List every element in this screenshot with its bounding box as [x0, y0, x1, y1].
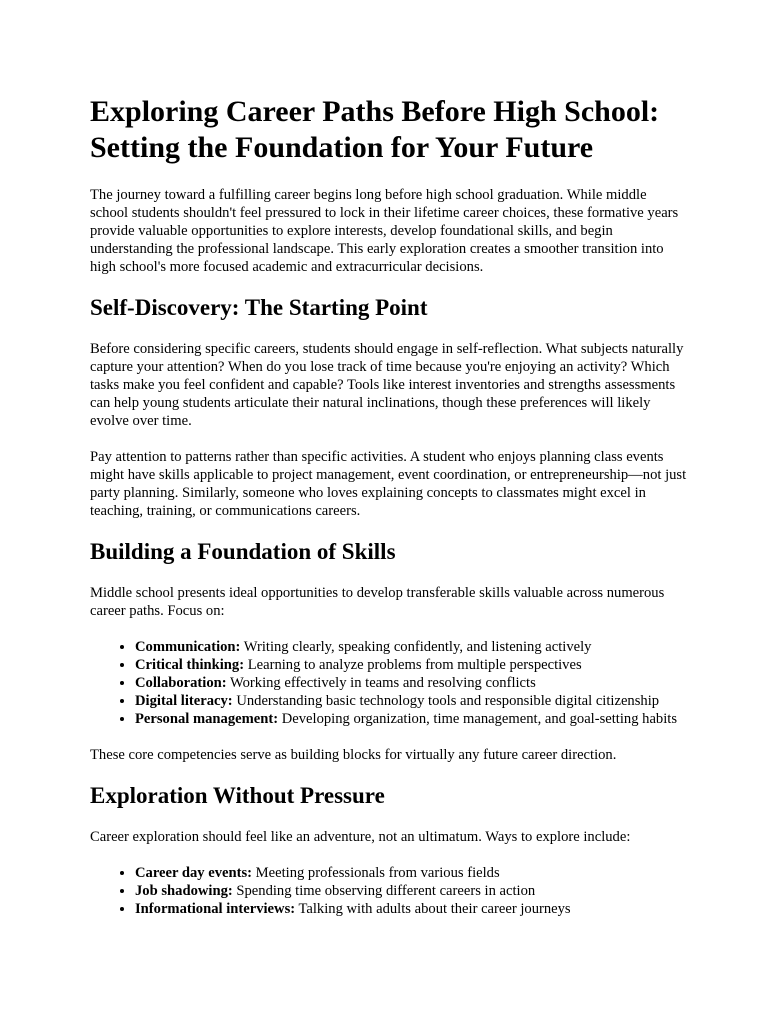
- list-item-term: Collaboration:: [135, 675, 227, 691]
- list-item-term: Digital literacy:: [135, 693, 233, 709]
- list-item: [135, 864, 688, 882]
- list-item: [135, 638, 688, 656]
- self-discovery-paragraph-1: Before considering specific careers, students should engage in self-reflection. What subjects naturally capture your attention? When do you lose track of time because you're enjoying an activity? Which tasks make you feel confident and capable? Tools like interest inventories and strengths assessments can help young students articulate their natural inclinations, though these preferences will likely evolve over time.: [90, 341, 684, 429]
- exploration-list: [90, 864, 688, 918]
- list-item: [135, 710, 688, 728]
- list-item-text: Developing organization, time management, and goal-setting habits: [278, 711, 678, 727]
- list-item-text: Working effectively in teams and resolving conflicts: [226, 675, 536, 691]
- list-item: [135, 674, 688, 692]
- list-item-text: Talking with adults about their career journeys: [295, 901, 571, 917]
- skills-outro-paragraph: These core competencies serve as building blocks for virtually any future career direction.: [90, 747, 617, 763]
- list-item-term: Critical thinking:: [135, 657, 245, 673]
- intro-paragraph: The journey toward a fulfilling career begins long before high school graduation. While middle school students shouldn't feel pressured to lock in their lifetime career choices, these formative years provide valuable opportunities to explore interests, develop foundational skills, and begin understanding the professional landscape. This early exploration creates a smoother transition into high school's more focused academic and extracurricular decisions.: [90, 187, 679, 275]
- section-heading-exploration: Exploration Without Pressure: [90, 783, 385, 808]
- skills-list: [90, 638, 688, 728]
- section-heading-skills: Building a Foundation of Skills: [90, 539, 396, 564]
- list-item: [135, 882, 688, 900]
- list-item-text: Writing clearly, speaking confidently, and listening actively: [240, 639, 592, 655]
- list-item-term: Personal management:: [135, 711, 279, 727]
- list-item-term: Career day events:: [135, 865, 252, 881]
- list-item-text: Meeting professionals from various fields: [252, 865, 500, 881]
- list-item-term: Communication:: [135, 639, 241, 655]
- page-title: Exploring Career Paths Before High School: Setting the Foundation for Your Future: [90, 95, 660, 164]
- list-item-term: Informational interviews:: [135, 901, 296, 917]
- section-heading-self-discovery: Self-Discovery: The Starting Point: [90, 295, 428, 320]
- list-item: [135, 692, 688, 710]
- list-item: [135, 656, 688, 674]
- list-item-text: Spending time observing different careers in action: [232, 883, 536, 899]
- self-discovery-paragraph-2: Pay attention to patterns rather than specific activities. A student who enjoys planning class events might have skills applicable to project management, event coordination, or entrepreneurship—not just party planning. Similarly, someone who loves explaining concepts to classmates might excel in teaching, training, or communications careers.: [90, 449, 687, 519]
- list-item-text: Understanding basic technology tools and responsible digital citizenship: [232, 693, 660, 709]
- exploration-intro-paragraph: Career exploration should feel like an adventure, not an ultimatum. Ways to explore include:: [90, 829, 631, 845]
- list-item: [135, 900, 688, 918]
- list-item-text: Learning to analyze problems from multiple perspectives: [244, 657, 582, 673]
- list-item-term: Job shadowing:: [135, 883, 233, 899]
- skills-intro-paragraph: Middle school presents ideal opportunities to develop transferable skills valuable across numerous career paths. Focus on:: [90, 585, 665, 619]
